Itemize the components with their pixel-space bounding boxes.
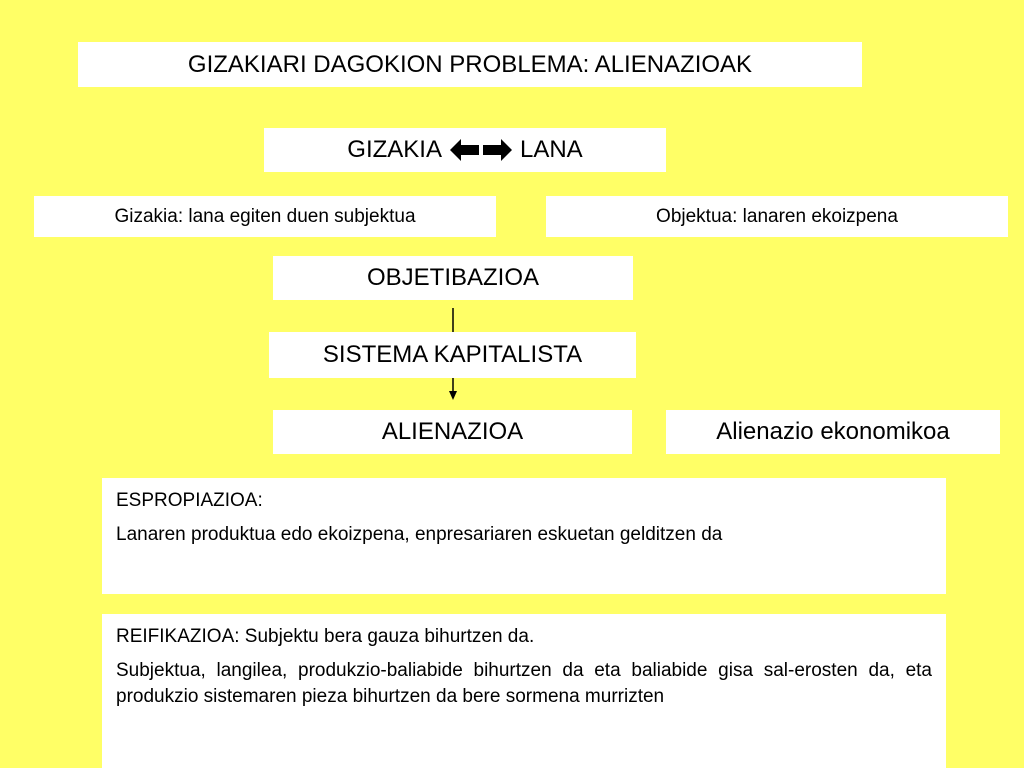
espropiazioa-box <box>102 478 946 594</box>
title-box <box>78 42 862 87</box>
reifikazioa-text: Subjektua, langilea, produkzio-baliabide bihurtzen da eta baliabide gisa sal-erosten da, eta produkzio sistemaren pieza bihurtzen da bere sormena murrizten <box>116 660 932 707</box>
alienazioa-box <box>273 410 632 454</box>
object-box <box>546 196 1008 237</box>
connector-line <box>440 300 470 332</box>
sistema-kapitalista-box <box>269 332 636 378</box>
down-arrow-icon <box>440 378 470 410</box>
espropiazioa-text: Lanaren produktua edo ekoizpena, enpresariaren eskuetan gelditzen da <box>116 524 723 545</box>
alienazioa-label: ALIENAZIOA <box>381 418 524 445</box>
sistema-kapitalista-label: SISTEMA KAPITALISTA <box>322 341 583 368</box>
bidirectional-arrow-icon <box>450 139 512 161</box>
reifikazioa-box <box>102 614 946 768</box>
subject-box <box>34 196 496 237</box>
alienazio-ekonomikoa-label: Alienazio ekonomikoa <box>716 418 950 445</box>
page-title: GIZAKIARI DAGOKION PROBLEMA: ALIENAZIOAK <box>187 50 753 78</box>
subject-text: Gizakia: lana egiten duen subjektua <box>114 205 416 227</box>
objetibazioa-label: OBJETIBAZIOA <box>366 264 540 291</box>
alienazio-ekonomikoa-box <box>666 410 1000 454</box>
object-text: Objektua: lanaren ekoizpena <box>656 205 898 227</box>
gizakia-lana-box <box>264 128 666 172</box>
reifikazioa-heading: REIFIKAZIOA: Subjektu bera gauza bihurtzen da. <box>116 626 535 647</box>
gizakia-label: GIZAKIA <box>347 136 442 163</box>
lana-label: LANA <box>519 136 583 163</box>
objetibazioa-box <box>273 256 633 300</box>
espropiazioa-heading: ESPROPIAZIOA: <box>116 490 263 511</box>
